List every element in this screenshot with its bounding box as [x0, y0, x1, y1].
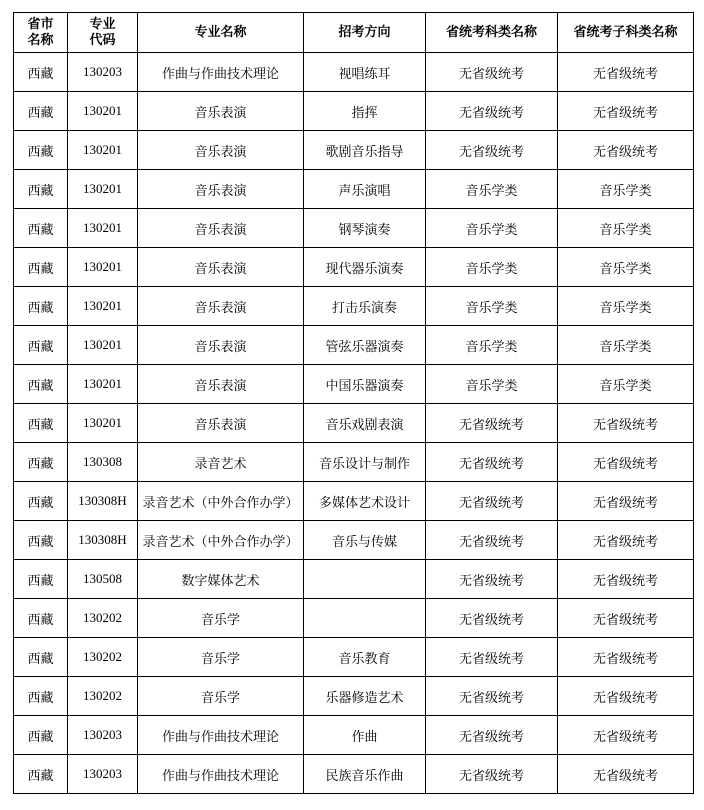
cell-exam-category: 无省级统考	[426, 482, 558, 521]
cell-direction: 音乐设计与制作	[304, 443, 426, 482]
cell-major-name: 音乐表演	[138, 404, 304, 443]
cell-direction: 声乐演唱	[304, 170, 426, 209]
header-label-line: 代码	[89, 32, 116, 48]
cell-exam-subcategory: 音乐学类	[558, 365, 694, 404]
cell-exam-category: 无省级统考	[426, 443, 558, 482]
cell-major-name: 音乐表演	[138, 326, 304, 365]
table-row	[14, 92, 694, 131]
cell-direction: 现代器乐演奏	[304, 248, 426, 287]
cell-province: 西藏	[14, 131, 68, 170]
cell-major-code: 130201	[68, 326, 138, 365]
cell-major-name: 录音艺术	[138, 443, 304, 482]
cell-exam-category: 无省级统考	[426, 755, 558, 794]
cell-major-name: 录音艺术（中外合作办学）	[138, 482, 304, 521]
cell-exam-subcategory: 无省级统考	[558, 482, 694, 521]
cell-direction: 音乐与传媒	[304, 521, 426, 560]
cell-exam-category: 无省级统考	[426, 53, 558, 92]
cell-major-code: 130308	[68, 443, 138, 482]
table-row	[14, 170, 694, 209]
majors-table	[13, 12, 694, 794]
table-row	[14, 755, 694, 794]
cell-exam-subcategory: 无省级统考	[558, 92, 694, 131]
header-label-line: 专业	[89, 16, 116, 32]
table-row	[14, 716, 694, 755]
cell-province: 西藏	[14, 716, 68, 755]
cell-major-name: 音乐表演	[138, 287, 304, 326]
cell-major-name: 音乐学	[138, 677, 304, 716]
cell-province: 西藏	[14, 53, 68, 92]
cell-exam-subcategory: 音乐学类	[558, 170, 694, 209]
cell-direction: 歌剧音乐指导	[304, 131, 426, 170]
cell-major-name: 作曲与作曲技术理论	[138, 716, 304, 755]
cell-major-name: 作曲与作曲技术理论	[138, 53, 304, 92]
cell-major-name: 音乐表演	[138, 131, 304, 170]
cell-major-code: 130203	[68, 716, 138, 755]
cell-province: 西藏	[14, 209, 68, 248]
cell-major-code: 130201	[68, 365, 138, 404]
cell-exam-category: 音乐学类	[426, 248, 558, 287]
cell-major-name: 作曲与作曲技术理论	[138, 755, 304, 794]
table-header	[14, 13, 694, 53]
cell-major-name: 音乐表演	[138, 248, 304, 287]
table-row	[14, 53, 694, 92]
cell-exam-subcategory: 无省级统考	[558, 638, 694, 677]
cell-direction: 管弦乐器演奏	[304, 326, 426, 365]
cell-major-code: 130201	[68, 287, 138, 326]
cell-major-code: 130201	[68, 404, 138, 443]
header-label-line: 省市	[27, 16, 54, 32]
header-direction	[304, 13, 426, 53]
cell-exam-category: 无省级统考	[426, 404, 558, 443]
table-body	[14, 53, 694, 794]
cell-exam-subcategory: 无省级统考	[558, 755, 694, 794]
cell-exam-category: 无省级统考	[426, 599, 558, 638]
header-label-line: 招考方向	[338, 24, 391, 40]
header-exam-subcategory	[558, 13, 694, 53]
cell-major-code: 130201	[68, 209, 138, 248]
cell-major-code: 130202	[68, 677, 138, 716]
table-row	[14, 638, 694, 677]
cell-major-name: 音乐表演	[138, 92, 304, 131]
cell-exam-subcategory: 无省级统考	[558, 131, 694, 170]
cell-province: 西藏	[14, 248, 68, 287]
cell-direction: 音乐教育	[304, 638, 426, 677]
cell-province: 西藏	[14, 599, 68, 638]
cell-exam-subcategory: 无省级统考	[558, 560, 694, 599]
cell-major-code: 130201	[68, 170, 138, 209]
cell-direction: 乐器修造艺术	[304, 677, 426, 716]
header-exam-category	[426, 13, 558, 53]
header-major-code	[68, 13, 138, 53]
cell-province: 西藏	[14, 92, 68, 131]
header-label-line: 专业名称	[194, 24, 247, 40]
cell-major-name: 数字媒体艺术	[138, 560, 304, 599]
cell-major-code: 130201	[68, 131, 138, 170]
cell-direction	[304, 599, 426, 638]
cell-major-code: 130202	[68, 599, 138, 638]
cell-direction: 指挥	[304, 92, 426, 131]
table-row	[14, 131, 694, 170]
cell-major-code: 130203	[68, 755, 138, 794]
cell-exam-category: 音乐学类	[426, 365, 558, 404]
cell-direction: 中国乐器演奏	[304, 365, 426, 404]
cell-province: 西藏	[14, 170, 68, 209]
cell-direction: 视唱练耳	[304, 53, 426, 92]
cell-exam-subcategory: 无省级统考	[558, 716, 694, 755]
cell-exam-category: 音乐学类	[426, 287, 558, 326]
cell-direction: 音乐戏剧表演	[304, 404, 426, 443]
cell-province: 西藏	[14, 560, 68, 599]
cell-exam-subcategory: 无省级统考	[558, 677, 694, 716]
cell-province: 西藏	[14, 677, 68, 716]
table-row	[14, 248, 694, 287]
table-row	[14, 365, 694, 404]
cell-direction: 多媒体艺术设计	[304, 482, 426, 521]
cell-direction: 民族音乐作曲	[304, 755, 426, 794]
cell-province: 西藏	[14, 638, 68, 677]
header-row	[14, 13, 694, 53]
cell-major-name: 音乐表演	[138, 209, 304, 248]
cell-exam-subcategory: 音乐学类	[558, 326, 694, 365]
header-label-line: 省统考科类名称	[445, 24, 537, 40]
table-row	[14, 677, 694, 716]
cell-direction: 作曲	[304, 716, 426, 755]
header-province-name	[14, 13, 68, 53]
cell-exam-subcategory: 音乐学类	[558, 248, 694, 287]
cell-exam-category: 无省级统考	[426, 716, 558, 755]
cell-province: 西藏	[14, 443, 68, 482]
table-row	[14, 521, 694, 560]
cell-exam-category: 无省级统考	[426, 560, 558, 599]
cell-province: 西藏	[14, 404, 68, 443]
table-row	[14, 443, 694, 482]
cell-direction: 钢琴演奏	[304, 209, 426, 248]
cell-exam-category: 音乐学类	[426, 209, 558, 248]
cell-exam-category: 无省级统考	[426, 521, 558, 560]
cell-province: 西藏	[14, 287, 68, 326]
cell-exam-subcategory: 无省级统考	[558, 53, 694, 92]
table-row	[14, 287, 694, 326]
cell-exam-subcategory: 无省级统考	[558, 443, 694, 482]
table-row	[14, 209, 694, 248]
table-row	[14, 404, 694, 443]
cell-exam-category: 音乐学类	[426, 170, 558, 209]
cell-exam-category: 无省级统考	[426, 131, 558, 170]
header-major-name	[138, 13, 304, 53]
cell-province: 西藏	[14, 482, 68, 521]
cell-province: 西藏	[14, 365, 68, 404]
cell-major-name: 音乐表演	[138, 170, 304, 209]
table-row	[14, 326, 694, 365]
cell-exam-category: 音乐学类	[426, 326, 558, 365]
cell-exam-category: 无省级统考	[426, 92, 558, 131]
cell-major-code: 130203	[68, 53, 138, 92]
cell-exam-subcategory: 无省级统考	[558, 404, 694, 443]
cell-major-name: 音乐学	[138, 599, 304, 638]
cell-exam-category: 无省级统考	[426, 677, 558, 716]
header-label-line: 省统考子科类名称	[573, 24, 678, 40]
cell-direction: 打击乐演奏	[304, 287, 426, 326]
cell-province: 西藏	[14, 755, 68, 794]
cell-major-code: 130508	[68, 560, 138, 599]
cell-major-name: 音乐表演	[138, 365, 304, 404]
header-label-line: 名称	[27, 32, 54, 48]
table-row	[14, 482, 694, 521]
cell-exam-subcategory: 无省级统考	[558, 599, 694, 638]
cell-major-name: 录音艺术（中外合作办学）	[138, 521, 304, 560]
cell-exam-subcategory: 无省级统考	[558, 521, 694, 560]
table-row	[14, 560, 694, 599]
cell-major-code: 130308H	[68, 521, 138, 560]
cell-exam-subcategory: 音乐学类	[558, 287, 694, 326]
table-row	[14, 599, 694, 638]
cell-exam-subcategory: 音乐学类	[558, 209, 694, 248]
cell-major-code: 130201	[68, 92, 138, 131]
cell-major-code: 130201	[68, 248, 138, 287]
cell-major-code: 130308H	[68, 482, 138, 521]
cell-direction	[304, 560, 426, 599]
cell-major-code: 130202	[68, 638, 138, 677]
cell-major-name: 音乐学	[138, 638, 304, 677]
cell-province: 西藏	[14, 521, 68, 560]
cell-exam-category: 无省级统考	[426, 638, 558, 677]
cell-province: 西藏	[14, 326, 68, 365]
